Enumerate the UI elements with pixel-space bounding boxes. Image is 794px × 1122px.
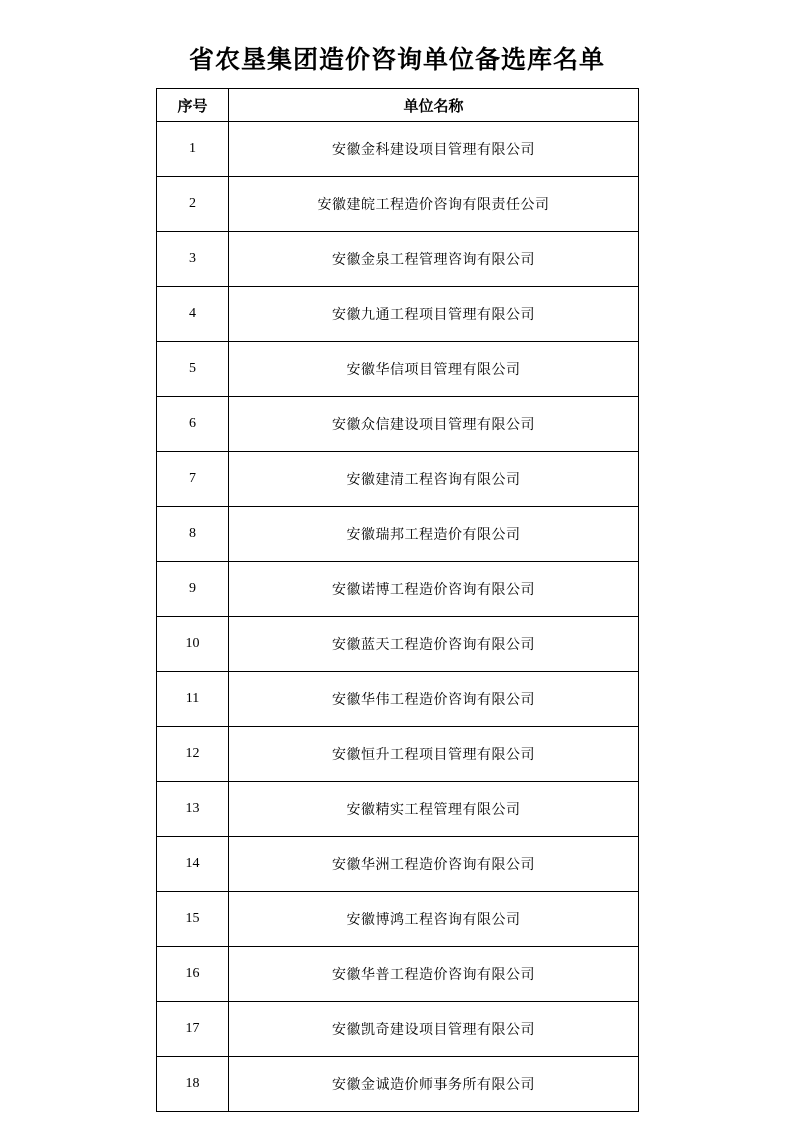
cell-unit-name: 安徽建清工程咨询有限公司	[229, 452, 639, 507]
table-row	[157, 1002, 639, 1057]
cell-index: 17	[157, 1002, 229, 1057]
cell-index: 6	[157, 397, 229, 452]
table-row	[157, 617, 639, 672]
cell-index: 14	[157, 837, 229, 892]
cell-index: 9	[157, 562, 229, 617]
cell-unit-name: 安徽华伟工程造价咨询有限公司	[229, 672, 639, 727]
cell-unit-name: 安徽金科建设项目管理有限公司	[229, 122, 639, 177]
column-header-index: 序号	[157, 89, 229, 122]
cell-unit-name: 安徽华普工程造价咨询有限公司	[229, 947, 639, 1002]
table-row	[157, 727, 639, 782]
table-row	[157, 837, 639, 892]
cell-index: 18	[157, 1057, 229, 1112]
cell-index: 4	[157, 287, 229, 342]
table-row	[157, 122, 639, 177]
column-header-name: 单位名称	[229, 89, 639, 122]
cell-index: 16	[157, 947, 229, 1002]
cell-index: 15	[157, 892, 229, 947]
cell-index: 11	[157, 672, 229, 727]
cell-unit-name: 安徽瑞邦工程造价有限公司	[229, 507, 639, 562]
table-row	[157, 342, 639, 397]
cell-index: 3	[157, 232, 229, 287]
cell-unit-name: 安徽九通工程项目管理有限公司	[229, 287, 639, 342]
cell-unit-name: 安徽华信项目管理有限公司	[229, 342, 639, 397]
cell-index: 8	[157, 507, 229, 562]
table-container	[156, 88, 638, 1112]
cell-unit-name: 安徽诺博工程造价咨询有限公司	[229, 562, 639, 617]
table-row	[157, 232, 639, 287]
cell-unit-name: 安徽凯奇建设项目管理有限公司	[229, 1002, 639, 1057]
table-row	[157, 782, 639, 837]
cell-unit-name: 安徽金泉工程管理咨询有限公司	[229, 232, 639, 287]
page-title: 省农垦集团造价咨询单位备选库名单	[188, 47, 605, 74]
cell-index: 10	[157, 617, 229, 672]
cell-index: 12	[157, 727, 229, 782]
units-table	[156, 88, 639, 1112]
table-row	[157, 1057, 639, 1112]
table-row	[157, 397, 639, 452]
cell-index: 7	[157, 452, 229, 507]
cell-unit-name: 安徽恒升工程项目管理有限公司	[229, 727, 639, 782]
table-body	[157, 122, 639, 1112]
table-header-row	[157, 89, 639, 122]
cell-index: 13	[157, 782, 229, 837]
table-row	[157, 892, 639, 947]
cell-unit-name: 安徽蓝天工程造价咨询有限公司	[229, 617, 639, 672]
cell-index: 1	[157, 122, 229, 177]
cell-unit-name: 安徽华洲工程造价咨询有限公司	[229, 837, 639, 892]
table-row	[157, 287, 639, 342]
table-row	[157, 452, 639, 507]
table-row	[157, 507, 639, 562]
cell-index: 5	[157, 342, 229, 397]
cell-unit-name: 安徽精实工程管理有限公司	[229, 782, 639, 837]
table-header	[157, 89, 639, 122]
table-row	[157, 177, 639, 232]
cell-unit-name: 安徽博鸿工程咨询有限公司	[229, 892, 639, 947]
cell-unit-name: 安徽金诚造价师事务所有限公司	[229, 1057, 639, 1112]
table-row	[157, 672, 639, 727]
cell-index: 2	[157, 177, 229, 232]
cell-unit-name: 安徽建皖工程造价咨询有限责任公司	[229, 177, 639, 232]
table-row	[157, 562, 639, 617]
table-row	[157, 947, 639, 1002]
cell-unit-name: 安徽众信建设项目管理有限公司	[229, 397, 639, 452]
